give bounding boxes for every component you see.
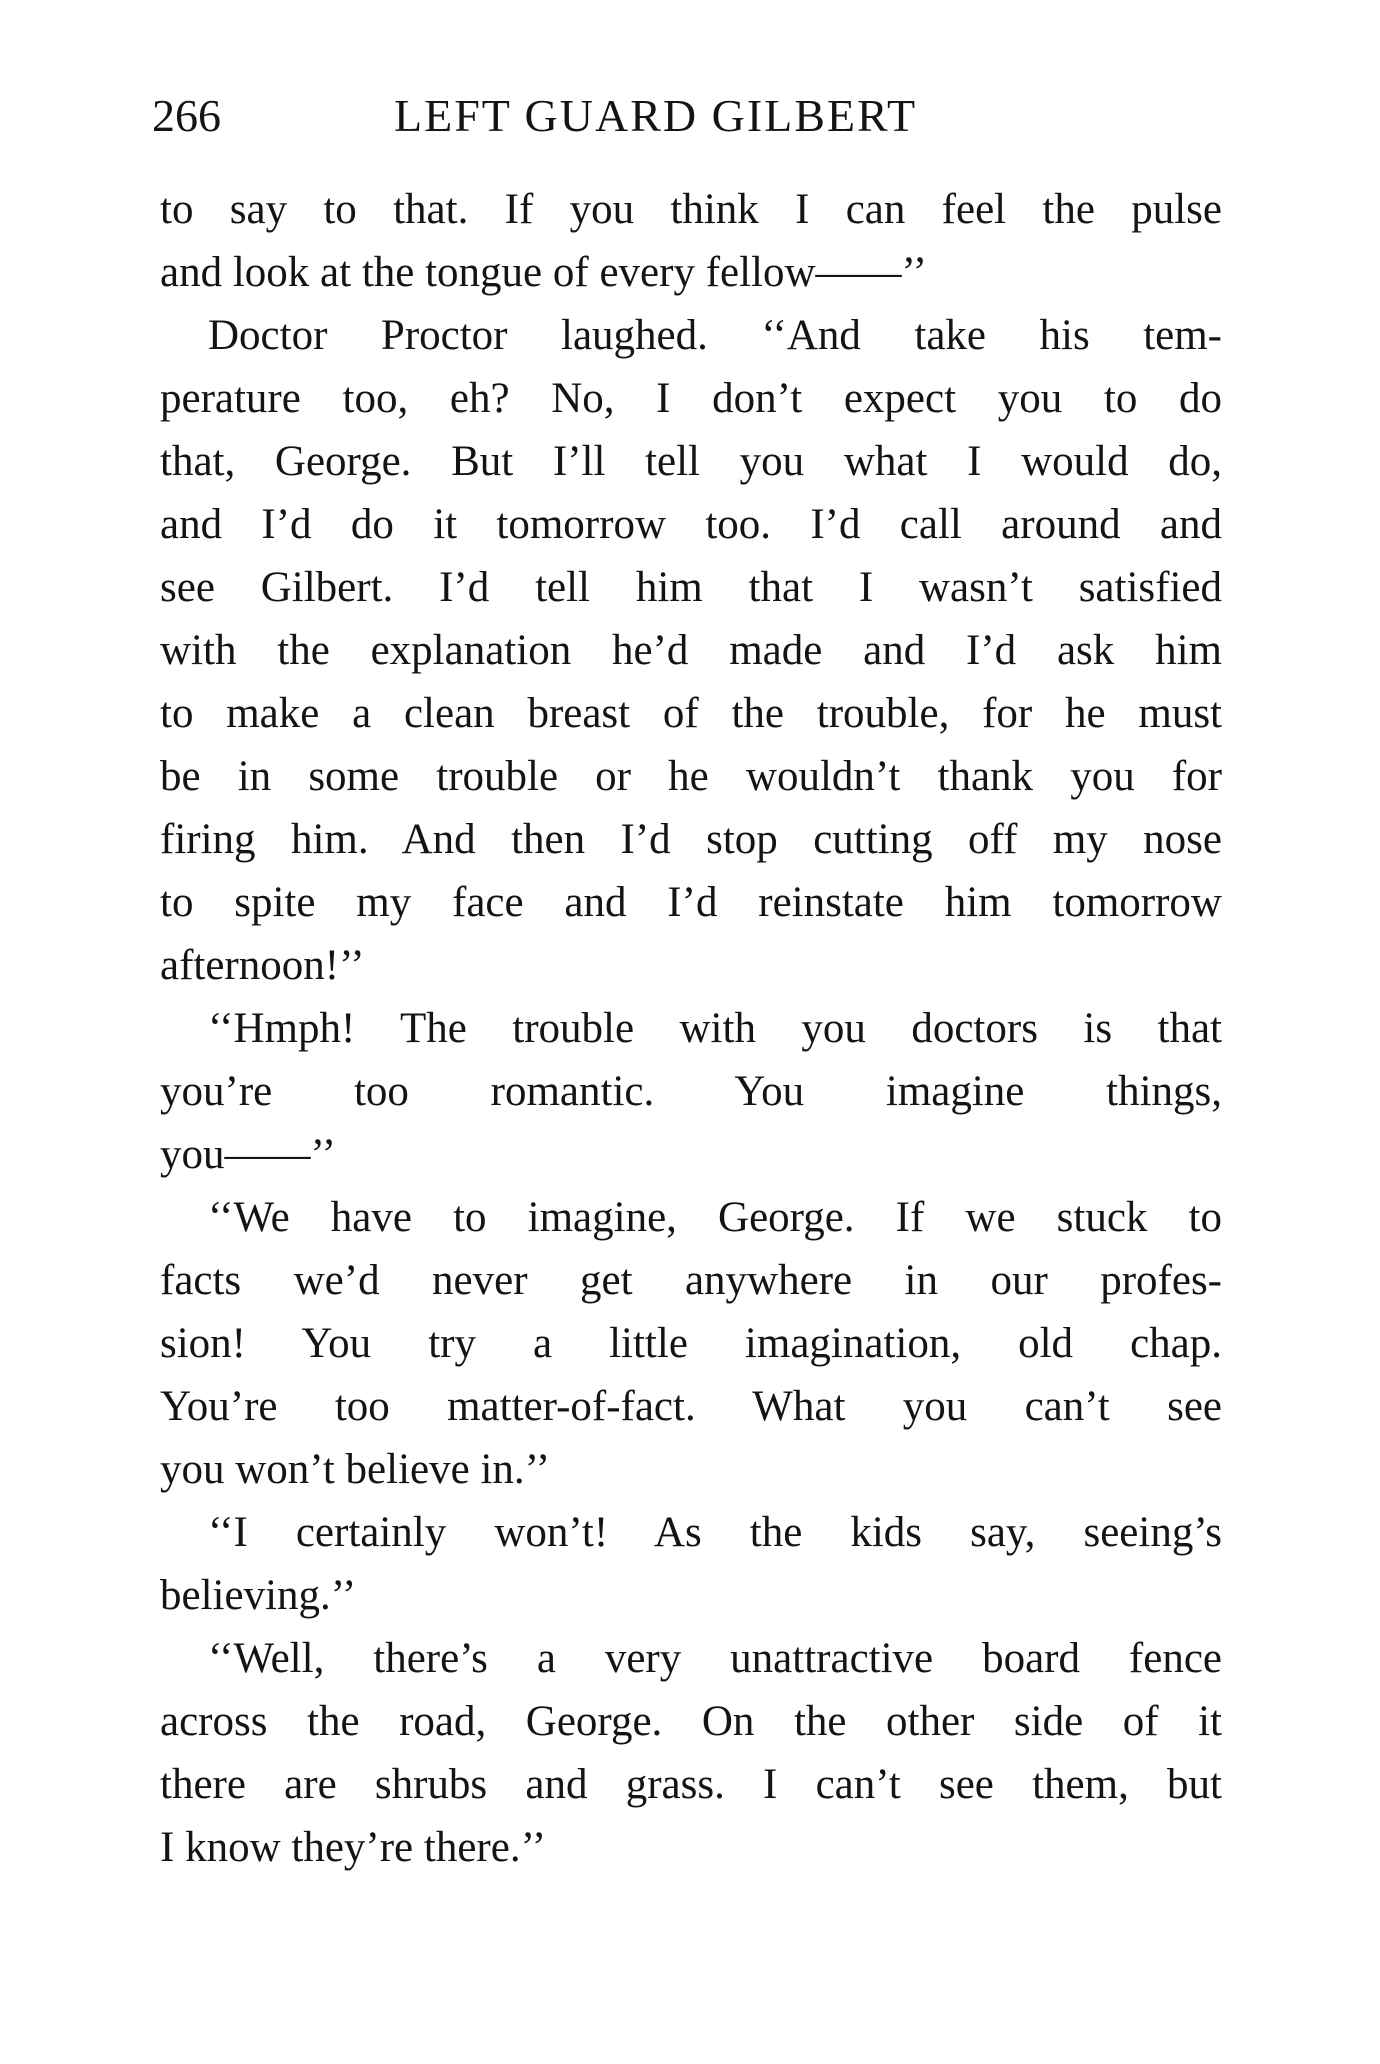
text-line: facts we’d never get anywhere in our profes- xyxy=(160,1257,1222,1304)
text-line: to say to that. If you think I can feel the pulse xyxy=(160,186,1222,233)
text-line: that, George. But I’ll tell you what I would do, xyxy=(160,438,1222,485)
page-header xyxy=(152,86,1222,146)
text-line: be in some trouble or he wouldn’t thank you for xyxy=(160,753,1222,800)
text-line: you’re too romantic. You imagine things, xyxy=(160,1068,1222,1115)
running-title: LEFT GUARD GILBERT xyxy=(394,90,918,141)
text-line: sion! You try a little imagination, old chap. xyxy=(160,1320,1222,1367)
text-line: and look at the tongue of every fellow——’’ xyxy=(160,249,927,296)
text-line: firing him. And then I’d stop cutting off my nose xyxy=(160,816,1222,863)
text-line: there are shrubs and grass. I can’t see them, but xyxy=(160,1761,1222,1808)
text-line: ‘‘Well, there’s a very unattractive board fence xyxy=(208,1635,1222,1682)
text-line: perature too, eh? No, I don’t expect you to do xyxy=(160,375,1222,422)
text-line: You’re too matter-of-fact. What you can’t see xyxy=(160,1383,1222,1430)
text-line: see Gilbert. I’d tell him that I wasn’t satisfied xyxy=(160,564,1222,611)
text-line: you won’t believe in.’’ xyxy=(160,1446,551,1493)
text-line: ‘‘Hmph! The trouble with you doctors is that xyxy=(208,1005,1222,1052)
text-line: believing.’’ xyxy=(160,1572,357,1619)
text-line: ‘‘We have to imagine, George. If we stuck to xyxy=(208,1194,1222,1241)
text-line: and I’d do it tomorrow too. I’d call around and xyxy=(160,501,1222,548)
text-line: across the road, George. On the other side of it xyxy=(160,1698,1222,1745)
text-line: you——’’ xyxy=(160,1131,336,1178)
page-number: 266 xyxy=(152,90,221,141)
text-line: Doctor Proctor laughed. ‘‘And take his tem- xyxy=(208,312,1222,359)
body-text xyxy=(160,178,1222,1879)
text-line: to make a clean breast of the trouble, for he must xyxy=(160,690,1222,737)
text-line: I know they’re there.’’ xyxy=(160,1824,547,1871)
text-line: afternoon!’’ xyxy=(160,942,365,989)
text-line: to spite my face and I’d reinstate him tomorrow xyxy=(160,879,1222,926)
text-line: ‘‘I certainly won’t! As the kids say, seeing’s xyxy=(208,1509,1222,1556)
text-line: with the explanation he’d made and I’d ask him xyxy=(160,627,1222,674)
